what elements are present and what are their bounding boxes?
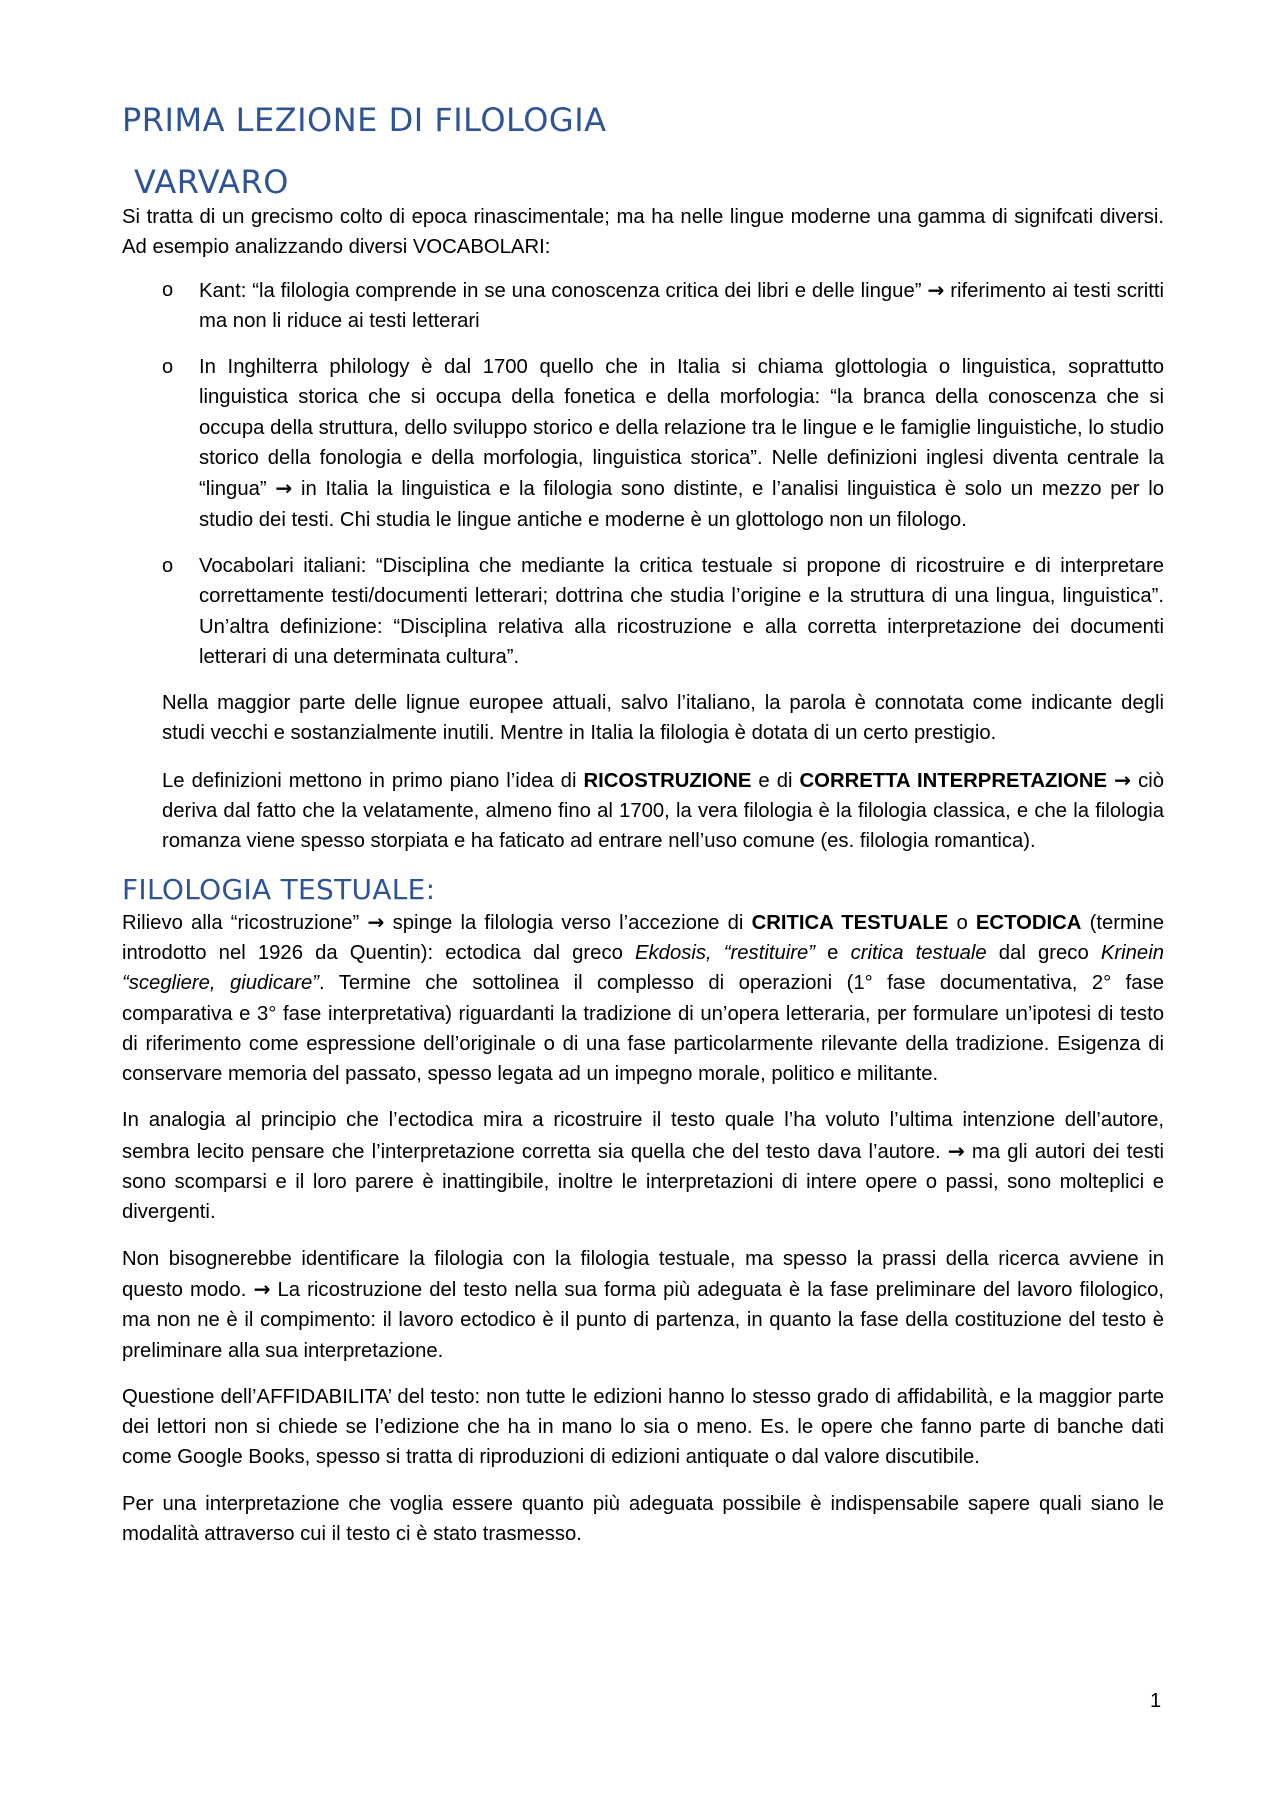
- list-item: o Kant: “la filologia comprende in se una conoscenza critica dei libri e delle lingue” → riferimento ai testi scritti ma non li riduce ai testi letterari: [122, 275, 1164, 337]
- paragraph-analogia: In analogia al principio che l’ectodica mira a ricostruire il testo quale l’ha voluto l’ultima intenzione dell’autore, sembra lecito pensare che l’interpretazione corretta sia quella che del testo dava l’autore. → ma gli autori dei testi sono scomparsi e il loro parere è inattingibile, inoltre le interpretazioni di intere opere o passi, sono molteplici e divergenti.: [122, 1109, 1164, 1224]
- vocabolari-list: [122, 275, 1164, 673]
- paragraph-affidabilita: Questione dell’AFFIDABILITA’ del testo: non tutte le edizioni hanno lo stesso grado di affidabilità, e la maggior parte dei lettori non si chiede se l’edizione che ha in mano lo sia o meno. Es. le opere che fanno parte di banche dati come Google Books, spesso si tratta di riproduzioni di edizioni antiquate o dal valore discutibile.: [122, 1385, 1164, 1469]
- paragraph-rilievo: Rilievo alla “ricostruzione” → spinge la filologia verso l’accezione di CRITICA TESTUALE o ECTODICA (termine introdotto nel 1926 da Quentin): ectodica dal greco Ekdosis, “restituire” e critica testuale dal greco Krinein “scegliere, giudicare”. Termine che sottolinea il complesso di operazioni (1° fase documentativa, 2° fase comparativa e 3° fase interpretativa) riguardanti la tradizione di un’opera letteraria, per formulare un’ipotesi di testo di riferimento come espressione dell’originale o di una fase particolarmente rilevante della tradizione. Esigenza di conservare memoria del passato, spesso legata ad un impegno morale, politico e militante.: [122, 909, 1164, 1086]
- section-heading-filologia-testuale: FILOLOGIA TESTUALE:: [122, 872, 436, 906]
- section-heading-varvaro: VARVARO: [134, 163, 289, 201]
- arrow-icon: →: [253, 1276, 271, 1301]
- paragraph-lingue: Nella maggior parte delle lignue europee attuali, salvo l’italiano, la parola è connotata come indicante degli studi vecchi e sostanzialmente inutili. Mentre in Italia la filologia è dotata di un certo prestigio.: [162, 692, 1164, 745]
- bullet-marker: o: [162, 554, 174, 577]
- list-item: o In Inghilterra philology è dal 1700 quello che in Italia si chiama glottologia o linguistica, soprattutto linguistica storica che si occupa della fonetica e della morfologia: “la branca della conoscenza che si occupa della struttura, dello sviluppo storico e della relazione tra le lingue e le famiglie linguistiche, lo studio storico della fonologia e della morfologia, linguistica storica”. Nelle definizioni inglesi diventa centrale la “lingua” → in Italia la linguistica e la filologia sono distinte, e l’analisi linguistica è solo un mezzo per lo studio dei testi. Chi studia le lingue antiche e moderne è un glottologo non un filologo.: [122, 352, 1164, 535]
- bullet-marker: o: [162, 278, 174, 301]
- arrow-icon: →: [927, 277, 945, 302]
- page-number: 1: [1150, 1690, 1162, 1712]
- intro-paragraph: Si tratta di un grecismo colto di epoca rinascimentale; ma ha nelle lingue moderne una gamma di signifcati diversi. Ad esempio analizzando diversi VOCABOLARI:: [122, 206, 1164, 259]
- bullet-marker: o: [162, 356, 174, 379]
- paragraph-identificare: Non bisognerebbe identificare la filologia con la filologia testuale, ma spesso la prassi della ricerca avviene in questo modo. → La ricostruzione del testo nella sua forma più adeguata è la fase preliminare del lavoro filologico, ma non ne è il compimento: il lavoro ectodico è il punto di partenza, in quanto la fase della costituzione del testo è preliminare alla sua interpretazione.: [122, 1247, 1165, 1362]
- document-page: [122, 100, 1164, 1549]
- arrow-icon: →: [367, 909, 385, 934]
- list-item: o Vocabolari italiani: “Disciplina che mediante la critica testuale si propone di ricostruire e di interpretare correttamente testi/documenti letterari; dottrina che studia l’origine e la struttura di una lingua, linguistica”. Un’altra definizione: “Disciplina relativa alla ricostruzione e alla corretta interpretazione dei documenti letterari di una determinata cultura”.: [122, 551, 1164, 672]
- arrow-icon: →: [947, 1138, 965, 1163]
- document-title: PRIMA LEZIONE DI FILOLOGIA: [122, 101, 607, 139]
- arrow-icon: →: [1114, 767, 1132, 792]
- paragraph-interpretazione: Per una interpretazione che voglia essere quanto più adeguata possibile è indispensabile sapere quali siano le modalità attraverso cui il testo ci è stato trasmesso.: [122, 1492, 1164, 1545]
- arrow-icon: →: [275, 476, 293, 501]
- paragraph-definizioni: Le definizioni mettono in primo piano l’idea di RICOSTRUZIONE e di CORRETTA INTERPRETAZIONE → ciò deriva dal fatto che la velatamente, almeno fino al 1700, la vera filologia è la filologia classica, e che la filologia romanza viene spesso storpiata e ha faticato ad entrare nell’uso comune (es. filologia romantica).: [162, 767, 1164, 853]
